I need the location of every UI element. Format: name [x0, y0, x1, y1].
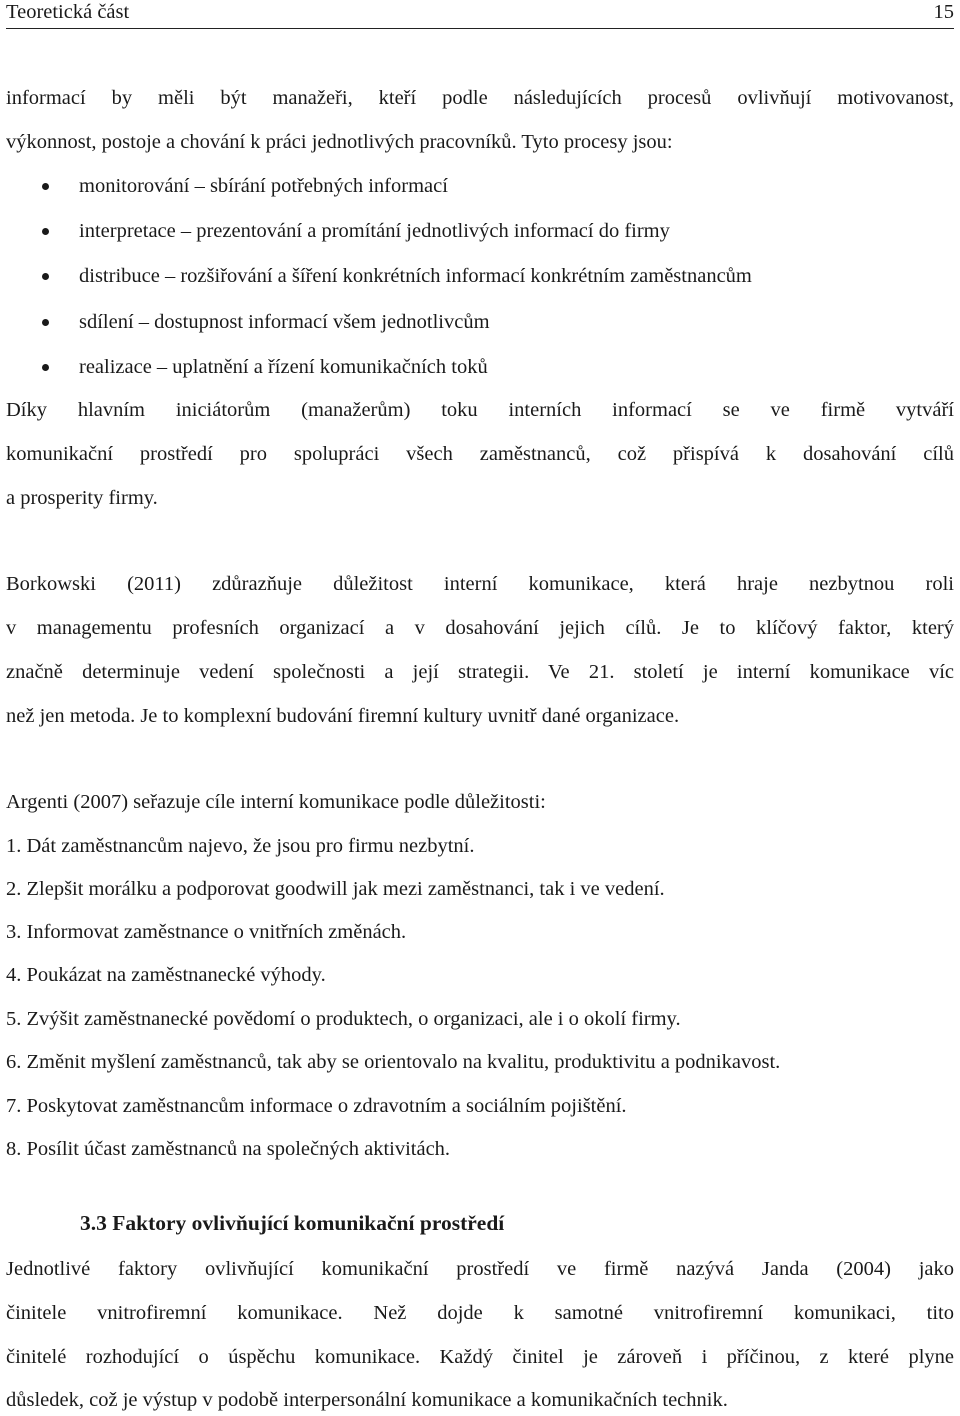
numbered-item: 5. Zvýšit zaměstnanecké povědomí o produktech, o organizaci, ale i o okolí firmy.	[6, 1008, 681, 1030]
list-item-text: sdílení – dostupnost informací všem jednotlivcům	[79, 311, 490, 333]
paragraph-line: činitele vnitrofiremní komunikace. Než dojde k samotné vnitrofiremní komunikaci, tito	[6, 1302, 954, 1324]
paragraph-line: Jednotlivé faktory ovlivňující komunikační prostředí ve firmě nazývá Janda (2004) jako	[6, 1258, 954, 1280]
page-header	[6, 0, 954, 29]
paragraph-line: značně determinuje vedení společnosti a její strategii. Ve 21. století je interní komunikace víc	[6, 661, 954, 683]
paragraph-line: informací by měli být manažeři, kteří podle následujících procesů ovlivňují motivovanost,	[6, 87, 954, 109]
section-title: Teoretická část	[6, 1, 130, 23]
list-item-text: distribuce – rozšiřování a šíření konkrétních informací konkrétním zaměstnancům	[79, 265, 752, 287]
paragraph-line: než jen metoda. Je to komplexní budování firemní kultury uvnitř dané organizace.	[6, 705, 680, 727]
numbered-item: 1. Dát zaměstnancům najevo, že jsou pro firmu nezbytní.	[6, 835, 475, 857]
bullet-icon	[42, 183, 49, 190]
list-item-text: interpretace – prezentování a promítání jednotlivých informací do firmy	[79, 220, 670, 242]
numbered-item: 3. Informovat zaměstnance o vnitřních změnách.	[6, 921, 407, 943]
list-item-text: realizace – uplatnění a řízení komunikačních toků	[79, 356, 488, 378]
bullet-icon	[42, 228, 49, 235]
bullet-icon	[42, 273, 49, 280]
paragraph-line: výkonnost, postoje a chování k práci jednotlivých pracovníků. Tyto procesy jsou:	[6, 131, 673, 153]
bullet-icon	[42, 364, 49, 371]
numbered-item: 7. Poskytovat zaměstnancům informace o zdravotním a sociálním pojištění.	[6, 1095, 627, 1117]
numbered-item: 6. Změnit myšlení zaměstnanců, tak aby se orientovalo na kvalitu, produktivitu a podnikavost.	[6, 1051, 781, 1073]
list-item-text: monitorování – sbírání potřebných informací	[79, 175, 448, 197]
bullet-icon	[42, 319, 49, 326]
numbered-item: 8. Posílit účast zaměstnanců na společných aktivitách.	[6, 1138, 451, 1160]
section-heading: 3.3 Faktory ovlivňující komunikační prostředí	[80, 1211, 505, 1235]
paragraph-line: Díky hlavním iniciátorům (manažerům) toku interních informací se ve firmě vytváří	[6, 399, 954, 421]
paragraph-line: důsledek, což je výstup v podobě interpersonální komunikace a komunikačních technik.	[6, 1389, 728, 1411]
list-intro: Argenti (2007) seřazuje cíle interní komunikace podle důležitosti:	[6, 791, 546, 813]
numbered-item: 4. Poukázat na zaměstnanecké výhody.	[6, 964, 326, 986]
page-number: 15	[933, 1, 954, 23]
paragraph-line: Borkowski (2011) zdůrazňuje důležitost interní komunikace, která hraje nezbytnou roli	[6, 573, 954, 595]
paragraph-line: v managementu profesních organizací a v dosahování jejich cílů. Je to klíčový faktor, který	[6, 617, 954, 639]
paragraph-line: a prosperity firmy.	[6, 487, 158, 509]
paragraph-line: komunikační prostředí pro spolupráci všech zaměstnanců, což přispívá k dosahování cílů	[6, 443, 954, 465]
numbered-item: 2. Zlepšit morálku a podporovat goodwill jak mezi zaměstnanci, tak i ve vedení.	[6, 878, 665, 900]
paragraph-line: činitelé rozhodující o úspěchu komunikace. Každý činitel je zároveň i příčinou, z které plyne	[6, 1346, 954, 1368]
